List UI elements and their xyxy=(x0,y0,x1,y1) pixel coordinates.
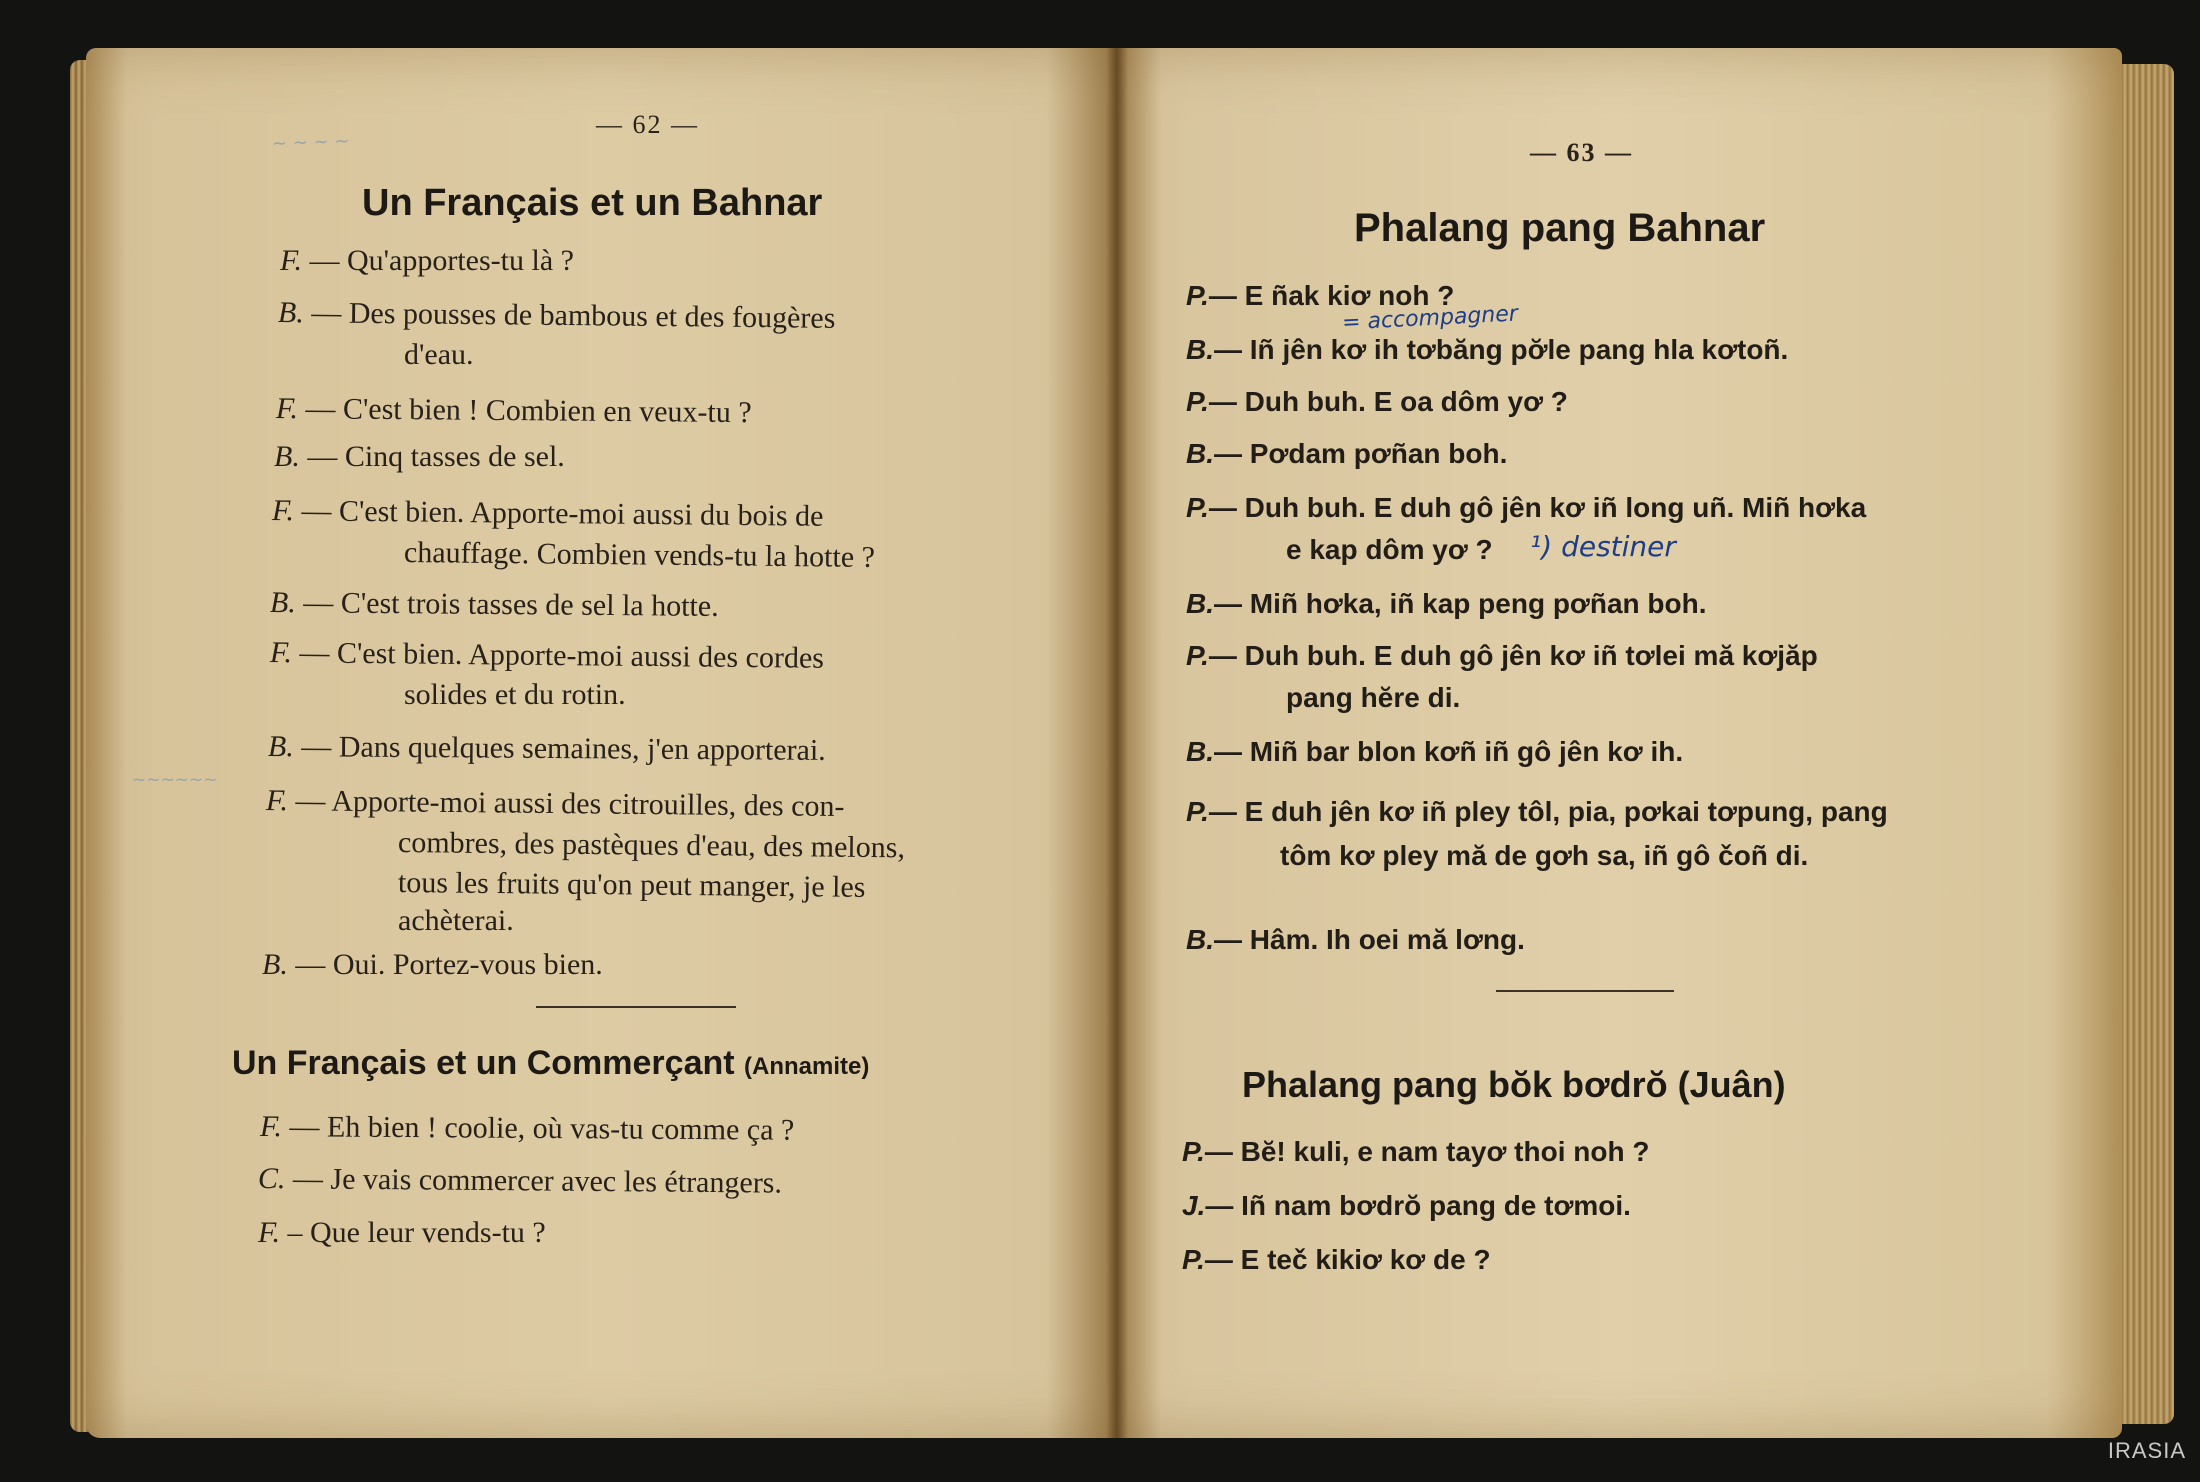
dialogue-line: B. — Des pousses de bambous et des fougères xyxy=(277,296,836,335)
dialogue-line: e kap dôm yơ ? xyxy=(1286,534,1493,565)
dialogue-line: B. — Cinq tasses de sel. xyxy=(274,440,565,473)
dialogue-line: P.— Bĕ! kuli, e nam tayơ thoi noh ? xyxy=(1182,1136,1650,1167)
left-page-number: — 62 — xyxy=(596,110,699,139)
dialogue-line: F. — C'est bien. Apporte-moi aussi des cordes xyxy=(269,636,825,675)
left-section1-title: Un Français et un Bahnar xyxy=(362,182,823,224)
dialogue-line: d'eau. xyxy=(404,338,474,371)
faint-margin-note: ~~~~~~ xyxy=(132,770,218,790)
dialogue-line: B. — C'est trois tasses de sel la hotte. xyxy=(269,586,719,623)
dialogue-line: combres, des pastèques d'eau, des melons, xyxy=(397,826,906,865)
right-page-number: — 63 — xyxy=(1530,138,1633,167)
dialogue-line: B.— Miñ hơka, iñ kap peng pơñan boh. xyxy=(1186,588,1707,619)
dialogue-line: B.— Pơdam pơñan boh. xyxy=(1186,438,1508,469)
dialogue-line: pang hĕre di. xyxy=(1286,682,1461,713)
section-divider xyxy=(536,1006,736,1008)
dialogue-line: F. — Apporte-moi aussi des citrouilles, des con- xyxy=(265,784,845,824)
dialogue-line: P.— E ñak kiơ noh ? xyxy=(1186,280,1455,311)
dialogue-line: B.— Miñ bar blon kơñ iñ gô jên kơ ih. xyxy=(1186,736,1684,767)
dialogue-line: tôm kơ pley mă de gơh sa, iñ gô čoñ di. xyxy=(1280,840,1809,871)
right-page-edges xyxy=(2122,64,2174,1424)
dialogue-line: F. — Qu'apportes-tu là ? xyxy=(280,244,574,277)
dialogue-line: P.— E teč kikiơ kơ de ? xyxy=(1182,1244,1491,1275)
faint-pencil-mark: ~ ~ ~ ~ xyxy=(271,130,350,155)
dialogue-line: B. — Dans quelques semaines, j'en apporterai. xyxy=(267,730,826,767)
watermark: IRASIA xyxy=(2107,1438,2186,1463)
dialogue-line: F. — Eh bien ! coolie, où vas-tu comme ça ? xyxy=(259,1110,795,1147)
right-section1-title: Phalang pang Bahnar xyxy=(1354,206,1766,250)
dialogue-line: solides et du rotin. xyxy=(404,678,626,711)
dialogue-line: achèterai. xyxy=(398,904,514,937)
dialogue-line: B.— Iñ jên kơ ih tơbăng pơ̆le pang hla kơtoñ. xyxy=(1186,334,1789,365)
handwritten-annotation-destiner: ¹) destiner xyxy=(1530,530,1676,563)
dialogue-line: P.— Duh buh. E oa dôm yơ ? xyxy=(1186,386,1568,417)
dialogue-line: F. — C'est bien. Apporte-moi aussi du bois de xyxy=(271,494,824,533)
dialogue-line: chauffage. Combien vends-tu la hotte ? xyxy=(403,536,876,574)
dialogue-line: tous les fruits qu'on peut manger, je les xyxy=(397,866,866,904)
dialogue-line: J.— Iñ nam bơdrŏ pang de tơmoi. xyxy=(1182,1190,1631,1221)
book-gutter xyxy=(1106,48,1128,1438)
dialogue-line: P.— Duh buh. E duh gô jên kơ iñ tơlei mă kơjăp xyxy=(1186,640,1818,671)
handwritten-annotation-accompagner: = accompagner xyxy=(1341,301,1519,336)
section-divider xyxy=(1496,990,1674,992)
dialogue-line: C. — Je vais commercer avec les étrangers. xyxy=(257,1162,783,1200)
left-section2-title: Un Français et un Commerçant (Annamite) xyxy=(232,1044,870,1082)
dialogue-line: P.— E duh jên kơ iñ pley tôl, pia, pơkai tơpung, pang xyxy=(1186,796,1888,827)
dialogue-line: P.— Duh buh. E duh gô jên kơ iñ long uñ. Miñ hơka xyxy=(1186,492,1867,523)
dialogue-line: B.— Hâm. Ih oei mă lơng. xyxy=(1186,924,1525,955)
dialogue-line: F. — C'est bien ! Combien en veux-tu ? xyxy=(275,392,752,430)
dialogue-line: B. — Oui. Portez-vous bien. xyxy=(262,948,603,981)
dialogue-line: F. – Que leur vends-tu ? xyxy=(258,1216,546,1249)
right-section2-title: Phalang pang bŏk bơdrŏ (Juân) xyxy=(1242,1064,1786,1105)
